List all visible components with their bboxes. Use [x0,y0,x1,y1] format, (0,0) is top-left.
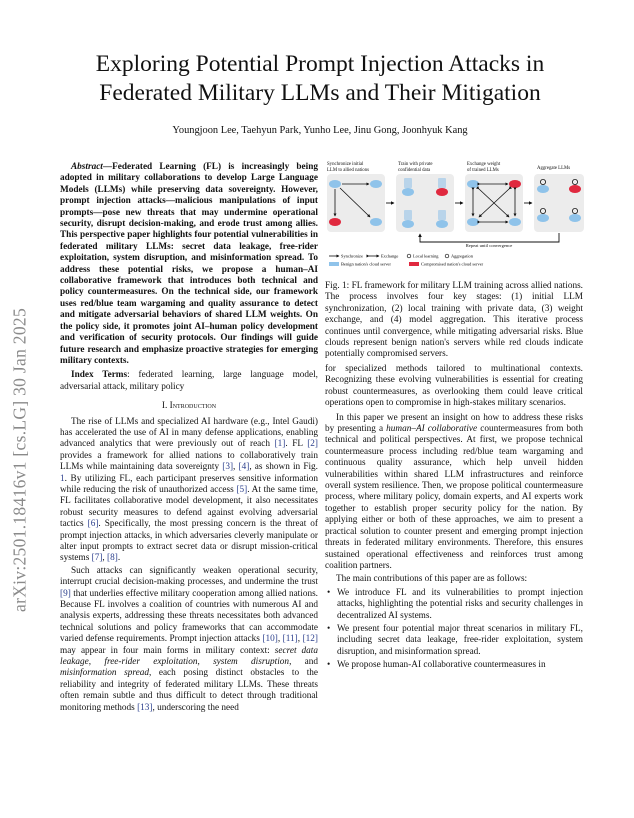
index-terms-text: : federated learning, large language model, adversarial attack, military policy [60,370,318,392]
citation-link[interactable]: [5] [236,484,248,495]
index-terms [60,370,318,393]
benign-cloud-icon [436,220,448,228]
stage-4-title: Aggregate LLMs [537,166,571,171]
arxiv-side-label [0,240,40,800]
citation-link[interactable]: [12] [302,634,319,645]
citation-link[interactable]: [8] [107,553,118,564]
benign-cloud-icon [537,214,549,222]
citation-link[interactable]: [9] [60,588,71,599]
list-item: • We present four potential major threat scenarios in military FL, including secret data leakage, free-rider exploitation, system disruption, and misinformation spread. [325,624,583,658]
contributions-list [325,588,583,672]
repeat-loop-arrow [420,233,559,242]
citation-link[interactable]: [3] [222,462,234,473]
stage-1-title: Synchronize initial LLM to allied nations [327,162,369,173]
title-line-2: Federated Military LLMs and Their Mitigation [99,80,541,106]
citation-link[interactable]: [1] [274,439,286,450]
stage-2-title: Train with private confidential data [398,162,433,173]
caption-label: Fig. 1: [325,281,352,291]
paper-title [60,50,580,108]
abstract-label: Abstract [71,162,103,172]
benign-cloud-icon [370,180,382,188]
legend-local-learning: Local learning [413,253,439,259]
benign-cloud-icon [537,185,549,193]
benign-cloud-icon [509,218,521,226]
section-heading-introduction: I. Introduction [161,401,217,412]
benign-cloud-icon [402,220,414,228]
compromised-cloud-icon [509,180,521,188]
arxiv-id: arXiv:2501.18416v1 [cs.LG] 30 Jan 2025 [9,308,30,612]
benign-cloud-icon [370,218,382,226]
compromised-cloud-icon [329,218,341,226]
legend-synchronize: Synchronize [341,253,363,259]
stage-4-panel [534,174,584,232]
repeat-label: Repeat until convergence [465,243,513,248]
right-column [325,281,583,361]
index-terms-label: Index Terms [71,370,128,381]
citation-link[interactable]: [13] [137,702,153,713]
compromised-cloud-icon [436,188,448,196]
left-column [60,162,318,714]
intro-paragraph-2: Such attacks can significantly weaken operational security, interrupt crucial decision-making processes, and undermine the trust [9] that underlies effective military cooperation among allied nations. Because FL involves a coalition of countries with numerous AI and analysis experts, addressing these threats necessitates both advanced technical solutions and policy frameworks that can accommodate varied defense requirements. Prompt injection attacks [10], [11], [12] may appear in four main forms in military context: secret data leakage, free-rider exploitation, system disruption, and misinformation spread, each posing distinct obstacles to the reliability and integrity of federated military LLMs. These threats often remain subtle and thus difficult to detect through traditional monitoring methods [13], underscoring the need [60,565,319,713]
citation-link[interactable]: [6] [87,519,99,530]
abstract [60,162,318,367]
legend-aggregation: Aggregation [451,253,473,259]
benign-cloud-icon [467,218,479,226]
author-list: Youngjoon Lee, Taehyun Park, Yunho Lee, Jinu Gong, Joonhyuk Kang [172,125,468,136]
intro-paragraph-1: The rise of LLMs and specialized AI hardware (e.g., Intel Gaudi) has accelerated the use of AI in many defense applications, enabling advanced analytics that were previously out of reach [1]. FL [2] provides a framework for allied nations to collaboratively train LLMs while maintaining data sovereignty [3], [4], as shown in Fig. 1. By utilizing FL, each participant preserves sensitive information while reducing the risk of unauthorized access [5]. At the same time, FL facilitates collaborative model development, it also necessitates robust security measures to defend against evolving adversarial tactics [6]. Specifically, the most pressing concern is the threat of prompt injection attacks, in which adversaries cleverly manipulate or alter input prompts to extract secret data or disrupt mission-critical systems [7], [8]. [60,416,318,564]
legend-benign: Benign nation's cloud server [341,261,391,267]
abstract-text: —Federated Learning (FL) is increasingly being adopted in military collaborations to develop Large Language Models (LLMs) while preserving data sovereignty. However, prompt injection attacks—malicious manipulations of input prompts—pose new threats that may undermine operational security, disrupt decision-making, and erode trust among allies. This perspective paper highlights four potential vulnerabilities in federated military LLMs: secret data leakage, free-rider exploitation, system disruption, and misinformation spread. To address these potential risks, we propose a human–AI collaborative framework that introduces both technical and policy countermeasures. On the technical side, our framework uses red/blue team wargaming and quality assurance to detect and mitigate adversarial behaviors of shared LLM weights. On the policy side, it promotes joint AI–human policy development and verification of security protocols. Our findings will guide future research and emphasize proactive strategies for emerging military contexts. [60,162,318,366]
citation-link[interactable]: [7] [91,553,103,564]
benign-cloud-icon [569,214,581,222]
stage-3-title: Exchange weight of trained LLMs [467,162,501,173]
legend-compromised: Compromised nation's cloud server [421,261,484,267]
right-paragraph-2: In this paper we present an insight on how to address these risks by presenting a human–AI collaborative countermeasures from both technical and political perspectives. At first, we propose technical countermeasure process including red/blue team wargaming and continuous quality assurance, which help unveil hidden vulnerabilities within shared LLM infrastructures and reinforce overall system resilience. Then, we propose political countermeasure process, where military policy, domain experts, and AI experts work together to establish proper security policy for the nation. By applying either or both of these approaches, we aim to present a practical solution to counter present and emerging prompt injection threats in federated military environments. Therefore, this ensures sustained operational effectiveness and reinforces trust among coalition partners. [325,412,583,571]
figure-1 [325,160,587,275]
figure-link[interactable]: 1 [60,473,65,484]
list-item: • We introduce FL and its vulnerabilities to prompt injection attacks, highlighting the potential risks and security challenges in decentralized AI systems. [325,588,583,622]
citation-link[interactable]: [10] [262,634,278,645]
benign-cloud-icon [402,188,414,196]
citation-link[interactable]: [2] [307,439,318,450]
figure-legend [329,254,484,267]
compromised-cloud-icon [569,185,581,193]
right-paragraph-1: for specialized methods tailored to multinational contexts. Recognizing these evolving vulnerabilities is essential for creating robust countermeasures, as overlooking them could leave critical operations open to compromise in high-stakes military scenarios. [325,364,583,409]
title-line-1: Exploring Potential Prompt Injection Attacks in [95,51,545,77]
benign-cloud-icon [329,180,341,188]
right-paragraph-3: The main contributions of this paper are as follows: [336,574,528,585]
figure-caption [325,281,583,361]
citation-link[interactable]: [4] [238,462,250,473]
list-item: • We propose human-AI collaborative countermeasures in [325,660,583,671]
caption-text: FL framework for military LLM training across allied nations. The process involves four key stages: (1) initial LLM synchronization, (2) local training with private data, (3) weight exchange, and (4) model aggregation. This iterative process continues until convergence, while mitigating adversarial risks. Blue clouds represent benign nation's servers while red clouds indicate potentially compromised servers. [325,281,583,360]
right-column-body [325,364,583,674]
benign-cloud-icon [467,180,479,188]
citation-link[interactable]: [11] [282,634,298,645]
legend-exchange: Exchange [381,253,399,259]
